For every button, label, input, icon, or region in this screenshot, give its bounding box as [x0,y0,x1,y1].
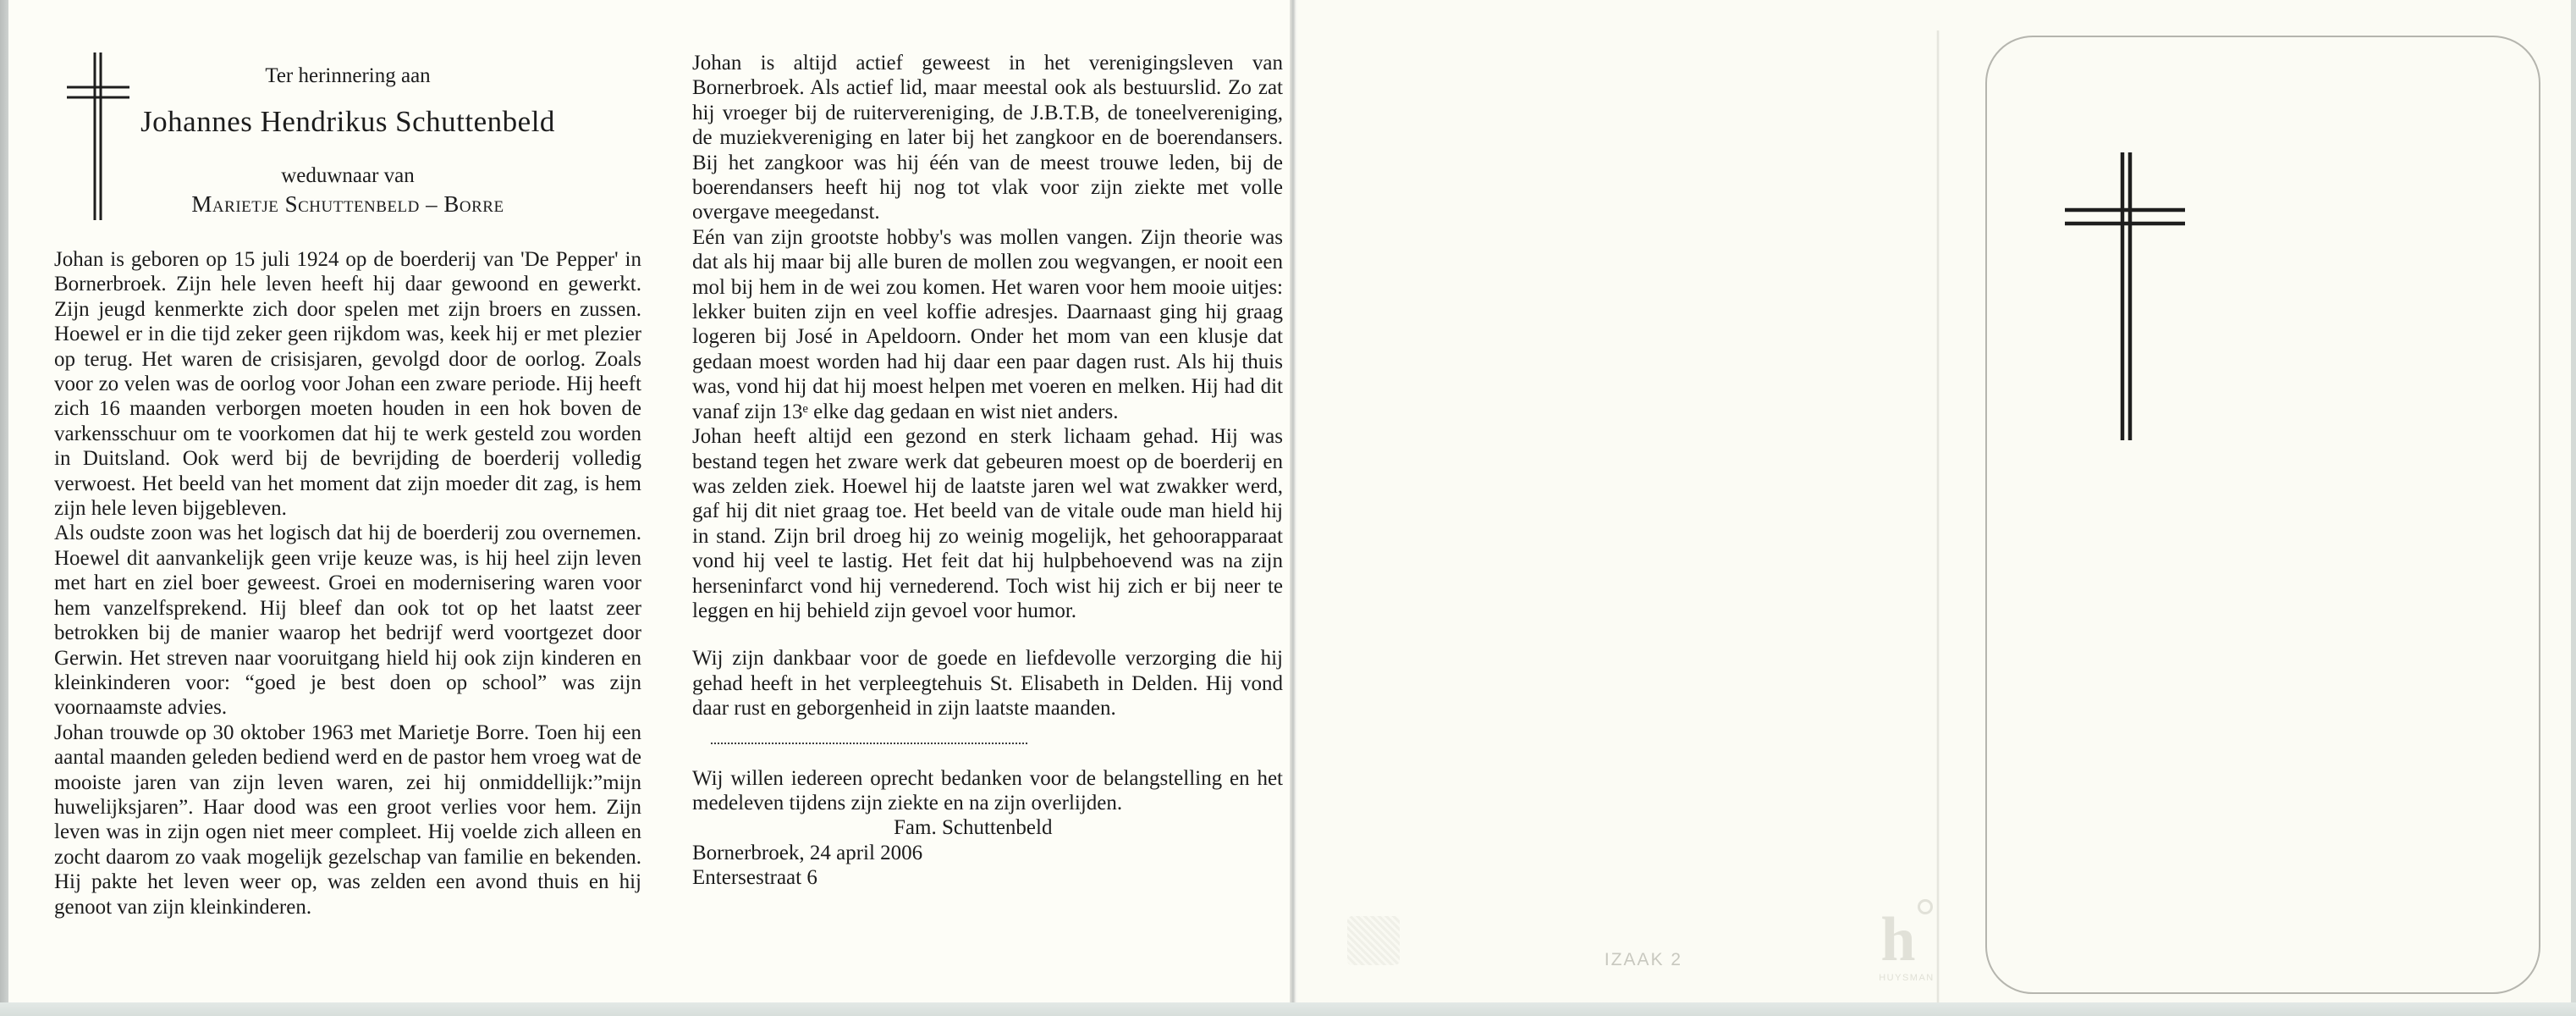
family-signature: Fam. Schuttenbeld [894,816,1053,840]
paragraph: Johan is geboren op 15 juli 1924 op de boerderij van 'De Pepper' in Bornerbroek. Zijn hele leven heeft hij daar gewoond en gewerkt. Zijn jeugd kenmerkte zich door spelen met zijn broers en zussen. Hoewel er in die tijd zeker geen rijkdom was, keek hij er met plezier op terug. Het waren de crisisjaren, gevolgd door de oorlog. Zoals voor zo velen was de oorlog voor Johan een zware periode. Hij heeft zich 16 maanden verborgen moeten houden in een hok boven de varkensschuur om te voorkomen dat hij te werk gesteld zou worden in Duitsland. Ook werd bij de bevrijding de boerderij volledig verwoest. Het beeld van het moment dat zijn moeder dit zag, is hem zijn hele leven bijgebleven. [54,248,641,521]
paragraph: Johan heeft altijd een gezond en sterk lichaam gehad. Hij was bestand tegen het zware werk dat gebeuren moest op de boerderij en was zelden ziek. Hoewel hij de laatste jaren wel wat zwakker werd, gaf hij dit niet graag toe. Het beeld van de vitale oude man hield hij in stand. Zijn bril droeg hij zo weinig mogelijk, het gehoorapparaat vond hij veel te lastig. Het feit dat hij hulpbehoevend was na zijn herseninfarct vond hij vernederend. Toch wist hij zich er bij neer te leggen en hij behield zijn gevoel voor humor. [692,425,1283,622]
cover-crease-line [1936,30,1940,1002]
printer-logo-letter: h [1880,905,1916,975]
stamp-emblem [1347,916,1400,965]
text-column-1 [54,247,641,919]
paragraph: Wij zijn dankbaar voor de goede en liefdevolle verzorging die hij gehad heeft in het verpleegtehuis St. Elisabeth in Delden. Hij vond daar rust en geborgenheid in zijn laatste maanden. [692,647,1283,721]
scan-edge-right [2571,0,2576,1016]
spouse-name: Marietje Schuttenbeld – Borre [191,191,504,217]
print-code: IZAAK 2 [1604,950,1683,969]
acknowledgement-paragraph: Wij willen iedereen oprecht bedanken voor de belangstelling en het medeleven tijdens zijn ziekte en na zijn overlijden. [692,766,1283,814]
scan-edge-left [0,0,8,1016]
address-line: Entersestraat 6 [692,866,817,890]
paragraph: Johan trouwde op 30 oktober 1963 met Marietje Borre. Toen hij een aantal maanden geleden bediend werd en de pastor hem vroeg wat de mooiste jaren van zijn leven waren, zei hij onmiddellijk:”mijn huwelijksjaren”. Haar dood was een groot verlies voor hem. Zijn leven was in zijn ogen niet meer compleet. Hij voelde zich alleen en zocht daarom zo vaak mogelijk gezelschap van familie en bekenden. Hij pakte het leven weer op, was zelden een avond thuis en hij genoot van zijn kleinkinderen. [54,721,641,919]
printer-logo [1860,899,1953,1001]
printer-name: HUYSMAN [1879,973,1935,983]
paragraph: Eén van zijn grootste hobby's was mollen vangen. Zijn theorie was dat als hij maar bij alle buren de mollen zou wegvangen, er nooit een mol bij hem in de wei zou komen. Het waren voor hem mooie uitjes: lekker buiten zijn en veel koffie adresjes. Daarnaast ging hij graag logeren bij José in Apeldoorn. Onder het mom van een klusje dat gedaan moest worden had hij daar een paar dagen rust. Als hij thuis was, vond hij dat hij moest helpen met voeren en melken. Hij had dit vanaf zijn 13ᵉ elke dag gedaan en wist niet anders. [692,225,1283,423]
text-column-2 [692,51,1283,891]
place-and-date: Bornerbroek, 24 april 2006 [692,841,923,864]
paragraph: Als oudste zoon was het logisch dat hij de boerderij zou overnemen. Hoewel dit aanvankelijk geen vrije keuze was, is hij heel zijn leven met hart en ziel boer geweest. Groei en modernisering waren voor hem vanzelfsprekend. Hij bleef dan ook tot op het laatst zeer betrokken bij de manier waarop het bedrijf werd voortgezet door Gerwin. Het streven naar vooruitgang hield hij ook zijn kinderen en kleinkinderen voor: “goed je best doen op school” was zijn voornaamste advies. [54,522,641,720]
relation-line: weduwnaar van [281,164,415,187]
center-fold-line [1290,0,1298,1004]
scan-edge-bottom [0,1002,2576,1016]
cross-icon [2065,151,2185,442]
paragraph: Johan is altijd actief geweest in het verenigingsleven van Bornerbroek. Als actief lid, maar meestal ook als bestuurslid. Zo zat hij vroeger bij de ruitervereniging, de J.B.T.B, de toneelvereniging, de muziekvereniging en later bij het zangkoor en de boerendansers. Bij het zangkoor was hij één van de meest trouwe leden, bij de boerendansers heeft hij nog tot vlak voor zijn ziekte met volle overgave meegedanst. [692,52,1283,224]
memorial-intro-line: Ter herinnering aan [265,64,431,87]
logo-ring-icon [1918,899,1933,914]
deceased-name: Johannes Hendrikus Schuttenbeld [140,105,555,138]
dotted-separator [711,743,1027,744]
